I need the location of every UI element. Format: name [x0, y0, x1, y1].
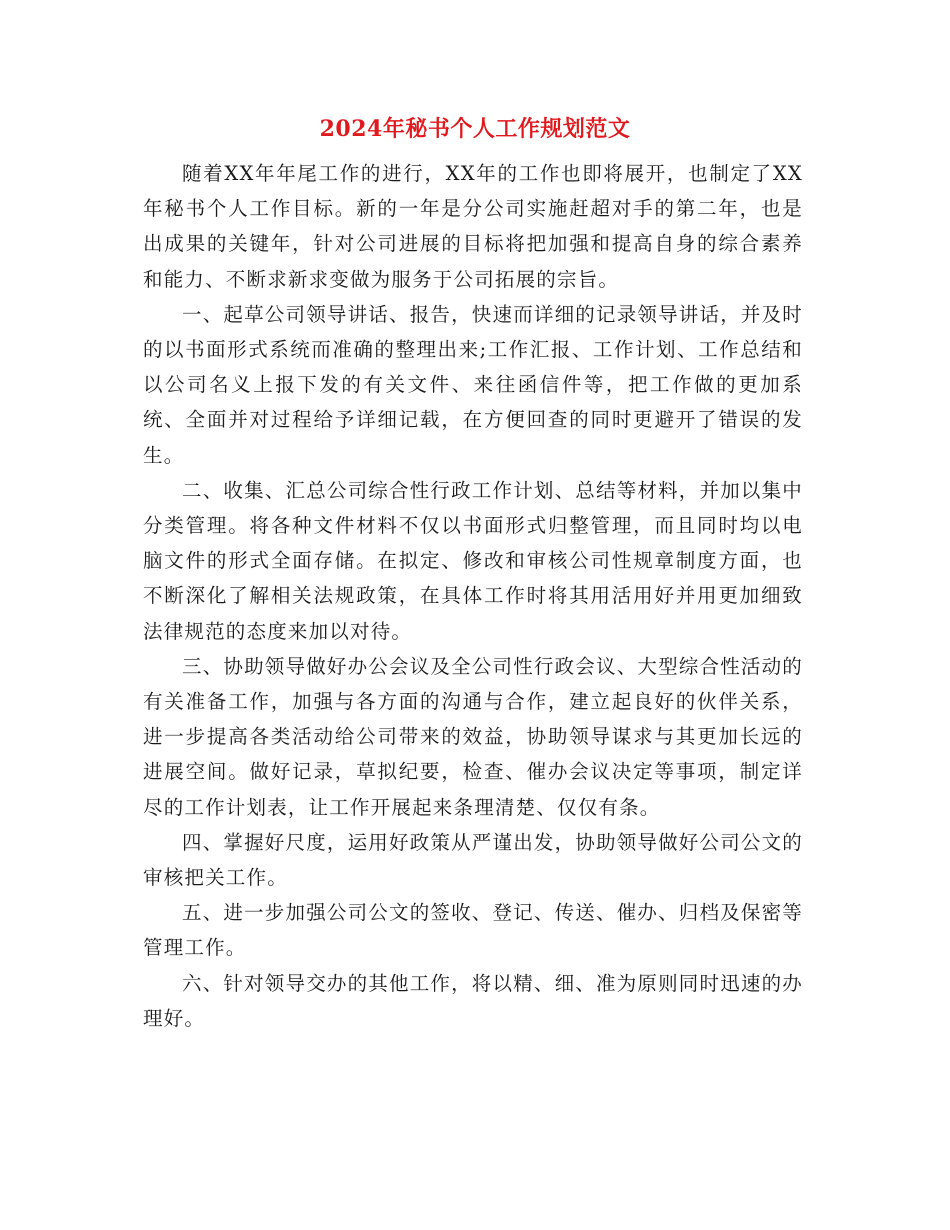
document-body: [143, 156, 803, 1036]
paragraph-item-6: 六、针对领导交办的其他工作，将以精、细、准为原则同时迅速的办理好。: [143, 971, 804, 1030]
paragraph-item-4: 四、掌握好尺度，运用好政策从严谨出发，协助领导做好公司公文的审核把关工作。: [143, 830, 804, 890]
paragraph-item-1: 一、起草公司领导讲话、报告，快速而详细的记录领导讲话，并及时的以书面形式系统而准确的整理出来;工作汇报、工作计划、工作总结和以公司名义上报下发的有关文件、来往函信件等，把工作做的更加系统、全面并对过程给予详细记载，在方便回查的同时更避开了错误的发生。: [143, 302, 804, 467]
paragraph-item-2: 二、收集、汇总公司综合性行政工作计划、总结等材料，并加以集中分类管理。将各种文件材料不仅以书面形式归整管理，而且同时均以电脑文件的形式全面存储。在拟定、修改和审核公司性规章制度方面，也不断深化了解相关法规政策，在具体工作时将其用活用好并用更加细致法律规范的态度来加以对待。: [143, 478, 804, 643]
paragraph-intro: 随着XX年年尾工作的进行，XX年的工作也即将展开，也制定了XX年秘书个人工作目标。新的一年是分公司实施赶超对手的第二年，也是出成果的关键年，针对公司进展的目标将把加强和提高自身的综合素养和能力、不断求新求变做为服务于公司拓展的宗旨。: [143, 162, 803, 291]
paragraph-item-3: 三、协助领导做好办公会议及全公司性行政会议、大型综合性活动的有关准备工作，加强与各方面的沟通与合作，建立起良好的伙伴关系，进一步提高各类活动给公司带来的效益，协助领导谋求与其更加长远的进展空间。做好记录，草拟纪要，检查、催办会议决定等事项，制定详尽的工作计划表，让工作开展起来条理清楚、仅仅有条。: [143, 654, 804, 819]
paragraph-item-5: 五、进一步加强公司公文的签收、登记、传送、催办、归档及保密等管理工作。: [143, 901, 804, 960]
document-title: 2024年秘书个人工作规划范文: [319, 116, 631, 142]
